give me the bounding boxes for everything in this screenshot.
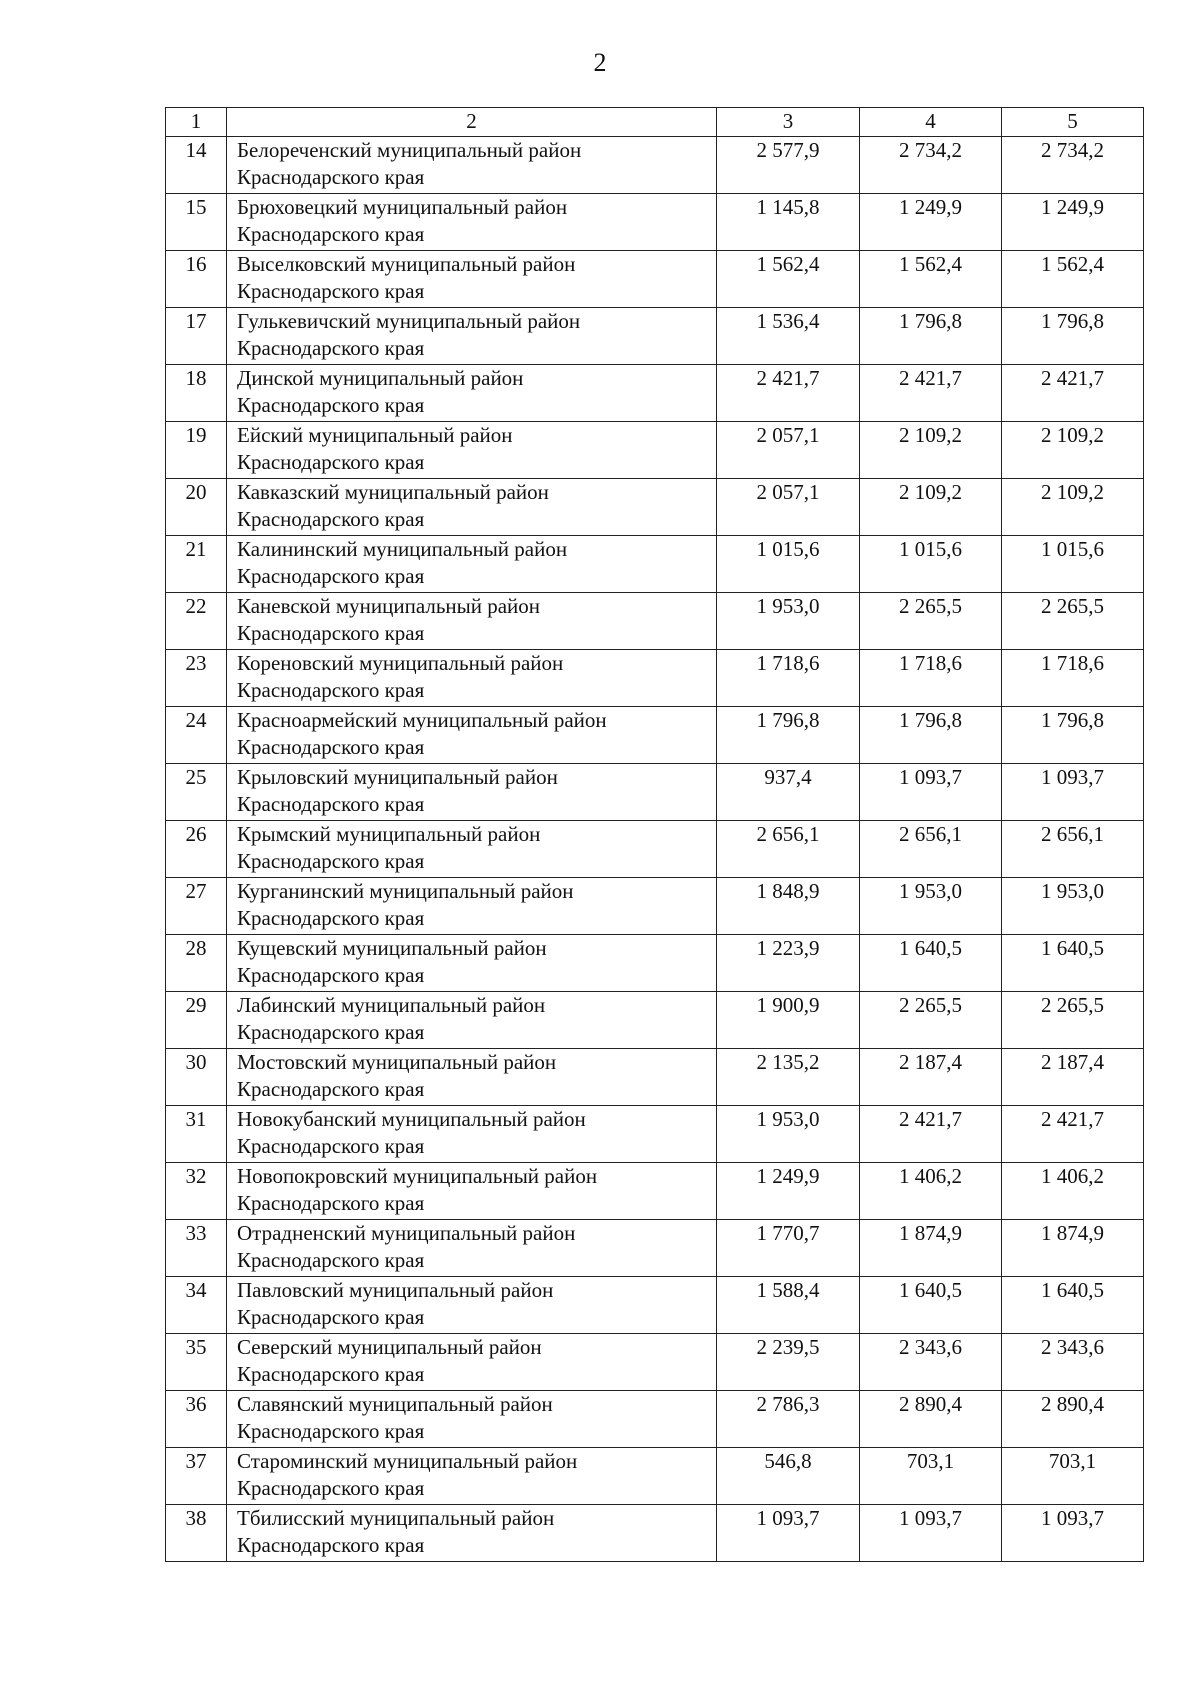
district-name-cell	[227, 935, 717, 992]
district-region: Краснодарского края	[237, 450, 425, 474]
row-number: 31	[166, 1106, 227, 1163]
value-col-4: 1 718,6	[860, 650, 1002, 707]
value-col-4: 1 093,7	[860, 764, 1002, 821]
value-col-3: 1 953,0	[717, 1106, 860, 1163]
district-region: Краснодарского края	[237, 222, 425, 246]
column-header-1: 1	[166, 108, 227, 137]
district-region: Краснодарского края	[237, 1020, 425, 1044]
district-name-cell	[227, 1277, 717, 1334]
district-name: Новокубанский муниципальный район	[237, 1107, 586, 1131]
table-row	[166, 308, 1144, 365]
district-name-cell	[227, 479, 717, 536]
district-region: Краснодарского края	[237, 1248, 425, 1272]
row-number: 23	[166, 650, 227, 707]
value-col-4: 1 015,6	[860, 536, 1002, 593]
value-col-3: 2 421,7	[717, 365, 860, 422]
value-col-5: 2 890,4	[1002, 1391, 1144, 1448]
district-name: Ейский муниципальный район	[237, 423, 513, 447]
district-region: Краснодарского края	[237, 1476, 425, 1500]
value-col-5: 2 187,4	[1002, 1049, 1144, 1106]
value-col-4: 2 343,6	[860, 1334, 1002, 1391]
district-region: Краснодарского края	[237, 507, 425, 531]
district-region: Краснодарского края	[237, 1533, 425, 1557]
value-col-3: 1 145,8	[717, 194, 860, 251]
page-number: 2	[593, 48, 607, 77]
column-header-4: 4	[860, 108, 1002, 137]
district-name: Тбилисский муниципальный район	[237, 1506, 555, 1530]
value-col-3: 2 057,1	[717, 422, 860, 479]
row-number: 26	[166, 821, 227, 878]
row-number: 19	[166, 422, 227, 479]
row-number: 28	[166, 935, 227, 992]
district-name-cell	[227, 1220, 717, 1277]
value-col-4: 1 640,5	[860, 1277, 1002, 1334]
district-name-cell	[227, 1505, 717, 1562]
district-name-cell	[227, 1448, 717, 1505]
district-name: Брюховецкий муниципальный район	[237, 195, 568, 219]
column-header-5: 5	[1002, 108, 1144, 137]
value-col-3: 2 577,9	[717, 137, 860, 194]
district-region: Краснодарского края	[237, 906, 425, 930]
district-name: Новопокровский муниципальный район	[237, 1164, 598, 1188]
table-row	[166, 1220, 1144, 1277]
value-col-3: 1 562,4	[717, 251, 860, 308]
value-col-5: 2 421,7	[1002, 365, 1144, 422]
table-row	[166, 479, 1144, 536]
value-col-3: 1 249,9	[717, 1163, 860, 1220]
row-number: 36	[166, 1391, 227, 1448]
table-row	[166, 1049, 1144, 1106]
district-region: Краснодарского края	[237, 1419, 425, 1443]
value-col-5: 2 265,5	[1002, 593, 1144, 650]
value-col-5: 1 718,6	[1002, 650, 1144, 707]
district-name-cell	[227, 137, 717, 194]
table-row	[166, 194, 1144, 251]
value-col-5: 2 343,6	[1002, 1334, 1144, 1391]
district-name-cell	[227, 650, 717, 707]
district-region: Краснодарского края	[237, 165, 425, 189]
district-region: Краснодарского края	[237, 1305, 425, 1329]
district-name-cell	[227, 1334, 717, 1391]
value-col-5: 1 093,7	[1002, 764, 1144, 821]
table-row	[166, 1163, 1144, 1220]
value-col-3: 1 848,9	[717, 878, 860, 935]
district-region: Краснодарского края	[237, 393, 425, 417]
table-header-row	[166, 108, 1144, 137]
row-number: 35	[166, 1334, 227, 1391]
value-col-3: 546,8	[717, 1448, 860, 1505]
district-name: Крыловский муниципальный район	[237, 765, 558, 789]
table-row	[166, 137, 1144, 194]
district-name: Лабинский муниципальный район	[237, 993, 546, 1017]
allocation-table	[165, 107, 1144, 1562]
value-col-4: 1 874,9	[860, 1220, 1002, 1277]
district-name: Славянский муниципальный район	[237, 1392, 553, 1416]
table-row	[166, 365, 1144, 422]
district-region: Краснодарского края	[237, 564, 425, 588]
table-body	[166, 108, 1144, 1562]
table-row	[166, 1106, 1144, 1163]
value-col-5: 703,1	[1002, 1448, 1144, 1505]
table-row	[166, 536, 1144, 593]
district-name-cell	[227, 536, 717, 593]
district-name: Староминский муниципальный район	[237, 1449, 578, 1473]
row-number: 24	[166, 707, 227, 764]
value-col-5: 1 249,9	[1002, 194, 1144, 251]
district-region: Краснодарского края	[237, 336, 425, 360]
value-col-3: 1 536,4	[717, 308, 860, 365]
value-col-4: 2 109,2	[860, 479, 1002, 536]
district-region: Краснодарского края	[237, 1191, 425, 1215]
district-name: Красноармейский муниципальный район	[237, 708, 607, 732]
value-col-4: 1 406,2	[860, 1163, 1002, 1220]
district-name: Курганинский муниципальный район	[237, 879, 574, 903]
district-name: Крымский муниципальный район	[237, 822, 541, 846]
district-region: Краснодарского края	[237, 849, 425, 873]
district-name-cell	[227, 1163, 717, 1220]
table-row	[166, 707, 1144, 764]
table-row	[166, 1391, 1144, 1448]
value-col-3: 1 718,6	[717, 650, 860, 707]
district-name-cell	[227, 764, 717, 821]
district-name: Выселковский муниципальный район	[237, 252, 576, 276]
row-number: 37	[166, 1448, 227, 1505]
table-row	[166, 878, 1144, 935]
district-region: Краснодарского края	[237, 1134, 425, 1158]
table-row	[166, 422, 1144, 479]
district-name: Кущевский муниципальный район	[237, 936, 547, 960]
district-name: Северский муниципальный район	[237, 1335, 542, 1359]
value-col-4: 2 265,5	[860, 992, 1002, 1049]
value-col-4: 1 093,7	[860, 1505, 1002, 1562]
value-col-4: 1 249,9	[860, 194, 1002, 251]
district-name-cell	[227, 194, 717, 251]
table-row	[166, 821, 1144, 878]
value-col-3: 1 770,7	[717, 1220, 860, 1277]
row-number: 16	[166, 251, 227, 308]
value-col-3: 937,4	[717, 764, 860, 821]
district-name-cell	[227, 365, 717, 422]
value-col-4: 703,1	[860, 1448, 1002, 1505]
district-region: Краснодарского края	[237, 1077, 425, 1101]
district-name-cell	[227, 878, 717, 935]
column-header-3: 3	[717, 108, 860, 137]
row-number: 15	[166, 194, 227, 251]
district-name: Кавказский муниципальный район	[237, 480, 549, 504]
value-col-5: 2 109,2	[1002, 479, 1144, 536]
value-col-5: 1 015,6	[1002, 536, 1144, 593]
district-region: Краснодарского края	[237, 1362, 425, 1386]
table-row	[166, 1334, 1144, 1391]
row-number: 14	[166, 137, 227, 194]
value-col-3: 1 223,9	[717, 935, 860, 992]
value-col-5: 1 406,2	[1002, 1163, 1144, 1220]
value-col-3: 2 057,1	[717, 479, 860, 536]
value-col-3: 1 588,4	[717, 1277, 860, 1334]
district-region: Краснодарского края	[237, 621, 425, 645]
district-name-cell	[227, 707, 717, 764]
table-row	[166, 650, 1144, 707]
value-col-5: 2 734,2	[1002, 137, 1144, 194]
district-name: Кореновский муниципальный район	[237, 651, 564, 675]
value-col-4: 2 421,7	[860, 1106, 1002, 1163]
value-col-4: 2 187,4	[860, 1049, 1002, 1106]
district-region: Краснодарского края	[237, 279, 425, 303]
district-name: Каневской муниципальный район	[237, 594, 541, 618]
value-col-5: 1 953,0	[1002, 878, 1144, 935]
column-header-2: 2	[227, 108, 717, 137]
value-col-5: 2 109,2	[1002, 422, 1144, 479]
district-name: Павловский муниципальный район	[237, 1278, 554, 1302]
value-col-4: 2 734,2	[860, 137, 1002, 194]
row-number: 22	[166, 593, 227, 650]
table-row	[166, 251, 1144, 308]
table-row	[166, 1277, 1144, 1334]
value-col-5: 2 656,1	[1002, 821, 1144, 878]
value-col-4: 1 796,8	[860, 308, 1002, 365]
district-name: Гулькевичский муниципальный район	[237, 309, 581, 333]
row-number: 33	[166, 1220, 227, 1277]
table-row	[166, 1505, 1144, 1562]
value-col-5: 1 093,7	[1002, 1505, 1144, 1562]
row-number: 25	[166, 764, 227, 821]
value-col-3: 1 953,0	[717, 593, 860, 650]
district-name: Динской муниципальный район	[237, 366, 524, 390]
value-col-3: 1 093,7	[717, 1505, 860, 1562]
value-col-5: 2 265,5	[1002, 992, 1144, 1049]
value-col-4: 1 953,0	[860, 878, 1002, 935]
district-name: Мостовский муниципальный район	[237, 1050, 557, 1074]
district-name-cell	[227, 1106, 717, 1163]
district-name-cell	[227, 593, 717, 650]
district-name-cell	[227, 821, 717, 878]
table-row	[166, 1448, 1144, 1505]
table-row	[166, 992, 1144, 1049]
row-number: 30	[166, 1049, 227, 1106]
district-region: Краснодарского края	[237, 735, 425, 759]
value-col-4: 2 109,2	[860, 422, 1002, 479]
value-col-3: 1 015,6	[717, 536, 860, 593]
value-col-5: 2 421,7	[1002, 1106, 1144, 1163]
district-name: Белореченский муниципальный район	[237, 138, 582, 162]
row-number: 18	[166, 365, 227, 422]
district-name: Калининский муниципальный район	[237, 537, 568, 561]
district-region: Краснодарского края	[237, 678, 425, 702]
district-name-cell	[227, 992, 717, 1049]
value-col-3: 2 135,2	[717, 1049, 860, 1106]
value-col-3: 2 239,5	[717, 1334, 860, 1391]
district-name: Отрадненский муниципальный район	[237, 1221, 576, 1245]
value-col-4: 2 421,7	[860, 365, 1002, 422]
row-number: 21	[166, 536, 227, 593]
value-col-4: 2 265,5	[860, 593, 1002, 650]
district-region: Краснодарского края	[237, 792, 425, 816]
value-col-4: 1 562,4	[860, 251, 1002, 308]
value-col-4: 2 656,1	[860, 821, 1002, 878]
table-row	[166, 593, 1144, 650]
value-col-5: 1 640,5	[1002, 935, 1144, 992]
district-region: Краснодарского края	[237, 963, 425, 987]
value-col-3: 1 796,8	[717, 707, 860, 764]
row-number: 32	[166, 1163, 227, 1220]
value-col-5: 1 562,4	[1002, 251, 1144, 308]
table-row	[166, 935, 1144, 992]
row-number: 17	[166, 308, 227, 365]
district-name-cell	[227, 251, 717, 308]
value-col-3: 2 786,3	[717, 1391, 860, 1448]
value-col-5: 1 796,8	[1002, 707, 1144, 764]
row-number: 20	[166, 479, 227, 536]
value-col-4: 2 890,4	[860, 1391, 1002, 1448]
value-col-5: 1 874,9	[1002, 1220, 1144, 1277]
district-name-cell	[227, 308, 717, 365]
district-name-cell	[227, 1391, 717, 1448]
district-name-cell	[227, 422, 717, 479]
value-col-3: 1 900,9	[717, 992, 860, 1049]
row-number: 29	[166, 992, 227, 1049]
value-col-3: 2 656,1	[717, 821, 860, 878]
value-col-4: 1 640,5	[860, 935, 1002, 992]
row-number: 27	[166, 878, 227, 935]
value-col-4: 1 796,8	[860, 707, 1002, 764]
value-col-5: 1 640,5	[1002, 1277, 1144, 1334]
district-name-cell	[227, 1049, 717, 1106]
row-number: 34	[166, 1277, 227, 1334]
row-number: 38	[166, 1505, 227, 1562]
value-col-5: 1 796,8	[1002, 308, 1144, 365]
table-row	[166, 764, 1144, 821]
